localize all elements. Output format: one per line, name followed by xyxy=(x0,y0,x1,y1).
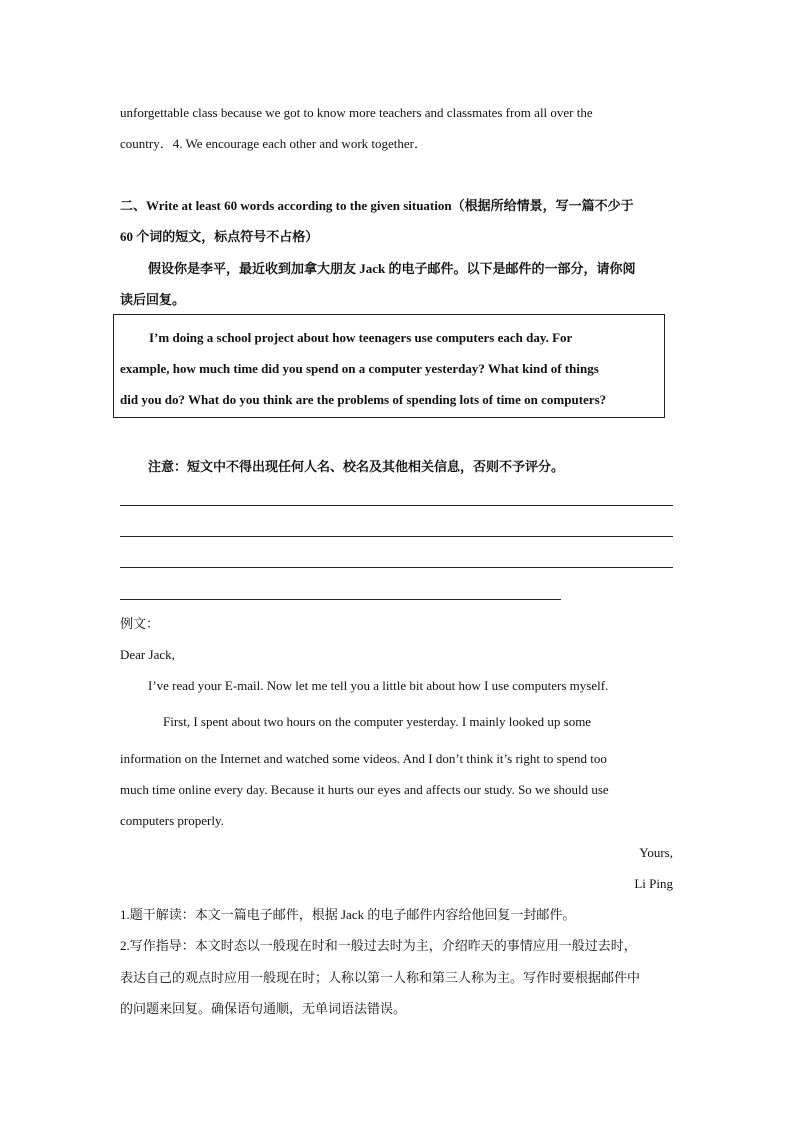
sample-paragraph-2-line-1: First, I spent about two hours on the computer yesterday. I mainly looked up some xyxy=(163,714,592,729)
email-line-3: did you do? What do you think are the problems of spending lots of time on computers? xyxy=(120,392,607,407)
sample-paragraph-2-line-3: much time online every day. Because it hurts our eyes and affects our study. So we should use xyxy=(120,782,609,797)
section2-heading-line-1: 二、Write at least 60 words according to the given situation（根据所给情景，写一篇不少于 xyxy=(120,198,634,213)
sample-signature: Li Ping xyxy=(634,876,673,891)
email-line-2: example, how much time did you spend on a computer yesterday? What kind of things xyxy=(120,361,599,376)
instruction-line-2: 读后回复。 xyxy=(120,292,186,307)
answer-line-1 xyxy=(120,505,673,506)
sample-paragraph-1: I’ve read your E-mail. Now let me tell you a little bit about how I use computers myself. xyxy=(148,678,609,693)
notice-text: 注意：短文中不得出现任何人名、校名及其他相关信息，否则不予评分。 xyxy=(148,459,565,474)
note-1: 1.题干解读：本文一篇电子邮件，根据 Jack 的电子邮件内容给他回复一封邮件。 xyxy=(120,907,576,922)
answer-line-2 xyxy=(120,536,673,537)
answer-line-4 xyxy=(120,599,561,600)
sample-paragraph-2-line-4: computers properly. xyxy=(120,813,224,828)
sample-greeting: Dear Jack, xyxy=(120,647,175,662)
section2-heading-line-2: 60 个词的短文，标点符号不占格） xyxy=(120,229,319,244)
note-2-line-2: 表达自己的观点时应用一般现在时；人称以第一人称和第三人称为主。写作时要根据邮件中 xyxy=(120,970,641,985)
note-2-line-1: 2.写作指导：本文时态以一般现在时和一般过去时为主，介绍昨天的事情应用一般过去时， xyxy=(120,938,637,953)
email-excerpt-box xyxy=(113,314,665,418)
intro-line-2: country．4. We encourage each other and work together． xyxy=(120,136,427,151)
email-line-1: I’m doing a school project about how teenagers use computers each day. For xyxy=(149,330,573,345)
sample-paragraph-2-line-2: information on the Internet and watched some videos. And I don’t think it’s right to spend too xyxy=(120,751,607,766)
sample-closing: Yours, xyxy=(639,845,673,860)
note-2-line-3: 的问题来回复。确保语句通顺，无单词语法错误。 xyxy=(120,1001,407,1016)
instruction-line-1: 假设你是李平，最近收到加拿大朋友 Jack 的电子邮件。以下是邮件的一部分，请你阅 xyxy=(148,261,636,276)
intro-line-1: unforgettable class because we got to know more teachers and classmates from all over the xyxy=(120,105,593,120)
answer-line-3 xyxy=(120,567,673,568)
sample-label: 例文： xyxy=(120,616,160,631)
